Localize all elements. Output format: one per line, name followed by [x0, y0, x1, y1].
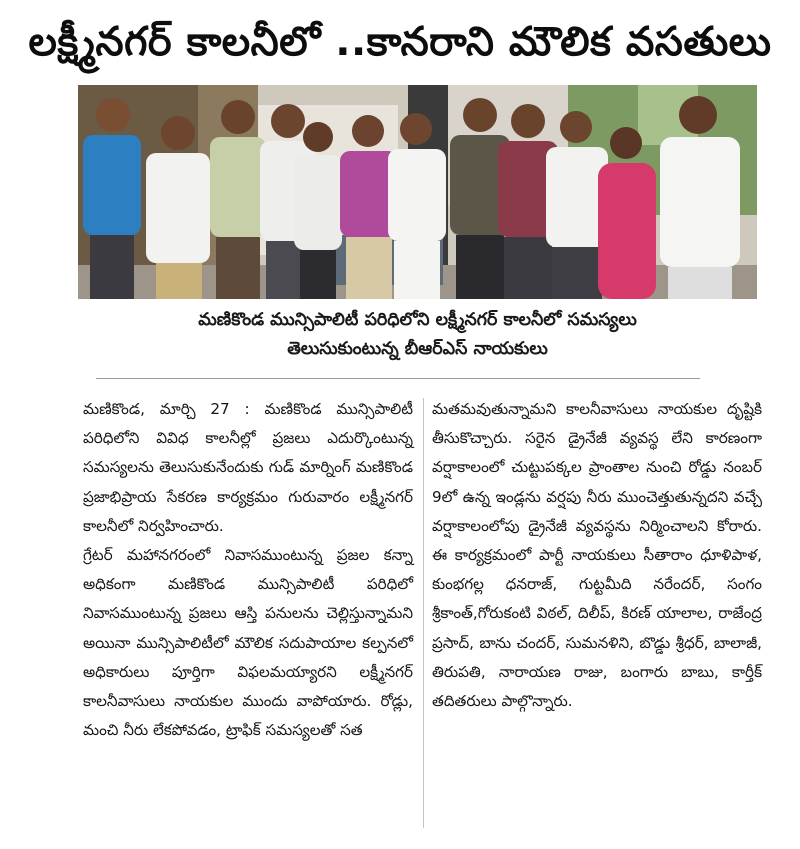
caption-rule — [96, 378, 700, 379]
body-column-right — [432, 395, 762, 716]
body-paragraph: మతమవుతున్నామని కాలనీవాసులు నాయకుల దృష్టికి తీసుకొచ్చారు. సరైన డ్రైనేజీ వ్యవస్థ లేని కారణంగా వర్షాకాలంలో చుట్టుపక్కల ప్రాంతాల నుంచి రోడ్డు నంబర్ 9లో ఉన్న ఇండ్లను వర్షపు నీరు ముంచెత్తుతున్నదని వచ్చే వర్షాకాలంలోపు డ్రైనేజీ వ్యవస్థను నిర్మించాలని కోరారు. ఈ కార్యక్రమంలో పార్టీ నాయకులు సీతారాం ధూళిపాళ, కుంభగల్ల ధనరాజ్, గుట్టమీది నరేందర్, సంగం శ్రీకాంత్,గోరుకంటి విఠల్, దిలీప్, కిరణ్ యాలాల, రాజేంద్ర ప్రసాద్, బాను చందర్, సుమనళిని, బొడ్డు శ్రీధర్, బాలాజీ, తిరుపతి, నారాయణ రాజు, బంగారు బాబు, కార్తీక్ తదితరులు పాల్గొన్నారు. — [432, 400, 762, 711]
news-photo — [78, 85, 757, 299]
photo-caption — [78, 306, 757, 364]
caption-line-1: మణికొండ మున్సిపాలిటీ పరిధిలోని లక్ష్మీనగర్ కాలనీలో సమస్యలు — [198, 310, 637, 330]
headline: లక్ష్మీనగర్ కాలనీలో ..కానరాని మౌలిక వసతులు — [28, 19, 772, 65]
body-paragraph: మణికొండ, మార్చి 27 : మణికొండ మున్సిపాలిటీ పరిధిలోని వివిధ కాలనీల్లో ప్రజలు ఎదుర్కొంటున్న సమస్యలను తెలుసుకునేందుకు గుడ్ మార్నింగ్ మణికొండ ప్రజాభిప్రాయ సేకరణ కార్యక్రమం గురువారం లక్ష్మీనగర్ కాలనీలో నిర్వహించారు. — [83, 400, 413, 535]
caption-line-2: తెలుసుకుంటున్న బీఆర్ఎస్ నాయకులు — [287, 339, 548, 359]
body-column-left — [83, 395, 413, 745]
column-divider — [423, 398, 424, 828]
body-paragraph: గ్రేటర్ మహానగరంలో నివాసముంటున్న ప్రజల కన్నా అధికంగా మణికొండ మున్సిపాలిటీ పరిధిలో నివాసముంటున్న ప్రజలు ఆస్తి పనులను చెల్లిస్తున్నామని అయినా మున్సిపాలిటీలో మౌలిక సదుపాయాల కల్పనలో అధికారులు పూర్తిగా విఫలమయ్యారని లక్ష్మీనగర్ కాలనీవాసులు నాయకుల ముందు వాపోయారు. రోడ్లు, మంచి నీరు లేకపోవడం, ట్రాఫిక్ సమస్యలతో సత — [83, 546, 413, 740]
